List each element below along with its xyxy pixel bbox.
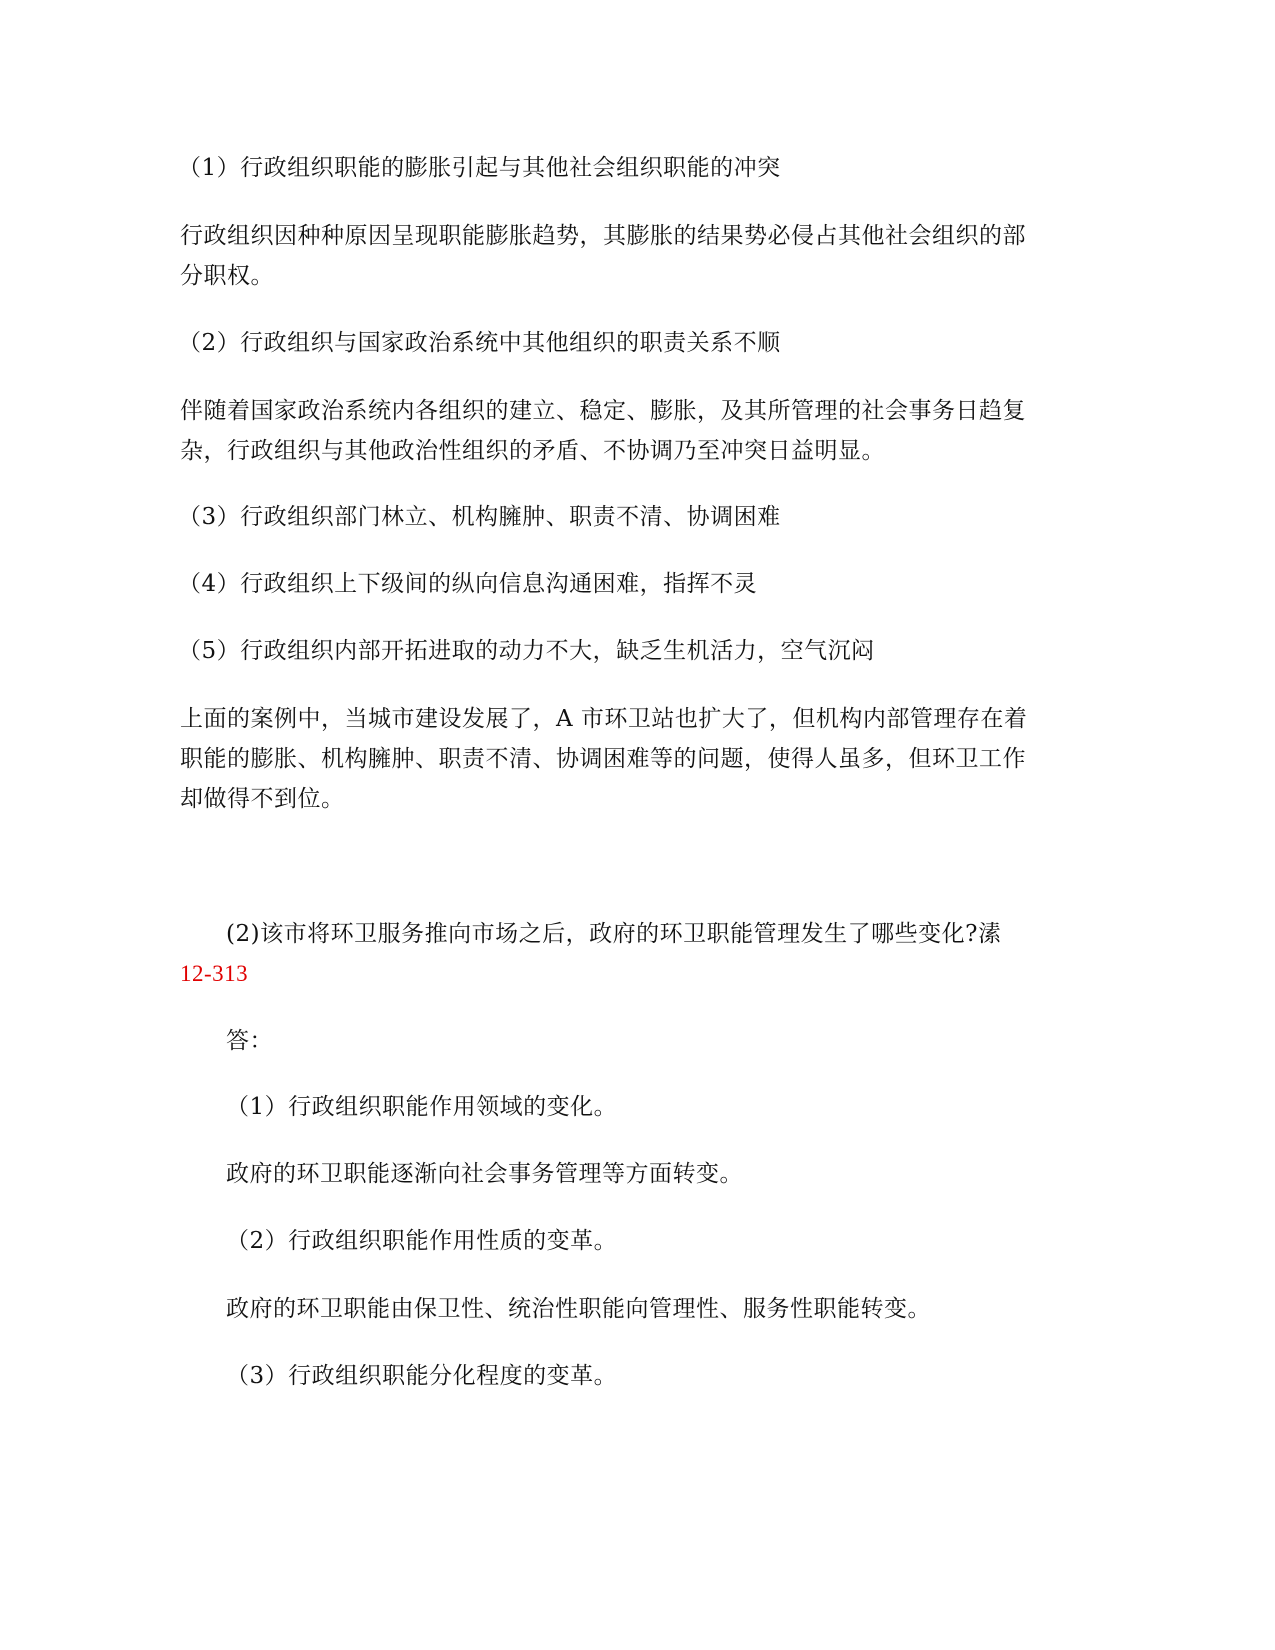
item2-body-line2: 杂，行政组织与其他政治性组织的矛盾、不协调乃至冲突日益明显。 <box>180 438 885 464</box>
summary-line1: 上面的案例中，当城市建设发展了，A 市环卫站也扩大了，但机构内部管理存在着 <box>180 706 1028 732</box>
item2-body-line1: 伴随着国家政治系统内各组织的建立、稳定、膨胀，及其所管理的社会事务日趋复 <box>180 398 1026 424</box>
answer1-heading: （1）行政组织职能作用领域的变化。 <box>226 1094 618 1120</box>
summary-line3: 却做得不到位。 <box>180 786 345 812</box>
item2-heading: （2）行政组织与国家政治系统中其他组织的职责关系不顺 <box>178 330 781 356</box>
summary-line2: 职能的膨胀、机构臃肿、职责不清、协调困难等的问题，使得人虽多，但环卫工作 <box>180 746 1026 772</box>
answer-label: 答： <box>226 1028 273 1054</box>
item1-body-line1: 行政组织因种种原因呈现职能膨胀趋势，其膨胀的结果势必侵占其他社会组织的部 <box>180 223 1026 249</box>
item1-body-line2: 分职权。 <box>180 263 274 289</box>
answer2-heading: （2）行政组织职能作用性质的变革。 <box>226 1228 618 1254</box>
answer3-heading: （3）行政组织职能分化程度的变革。 <box>226 1363 618 1389</box>
question-reference: 12-313 <box>180 961 249 986</box>
answer2-body: 政府的环卫职能由保卫性、统治性职能向管理性、服务性职能转变。 <box>226 1296 931 1322</box>
answer1-body: 政府的环卫职能逐渐向社会事务管理等方面转变。 <box>226 1161 743 1187</box>
item3-heading: （3）行政组织部门林立、机构臃肿、职责不清、协调困难 <box>178 504 781 530</box>
item4-heading: （4）行政组织上下级间的纵向信息沟通困难，指挥不灵 <box>178 571 758 597</box>
item5-heading: （5）行政组织内部开拓进取的动力不大，缺乏生机活力，空气沉闷 <box>178 638 875 664</box>
question-line1: (2)该市将环卫服务推向市场之后，政府的环卫职能管理发生了哪些变化?溸 <box>226 921 1002 947</box>
item1-heading: （1）行政组织职能的膨胀引起与其他社会组织职能的冲突 <box>178 155 781 181</box>
